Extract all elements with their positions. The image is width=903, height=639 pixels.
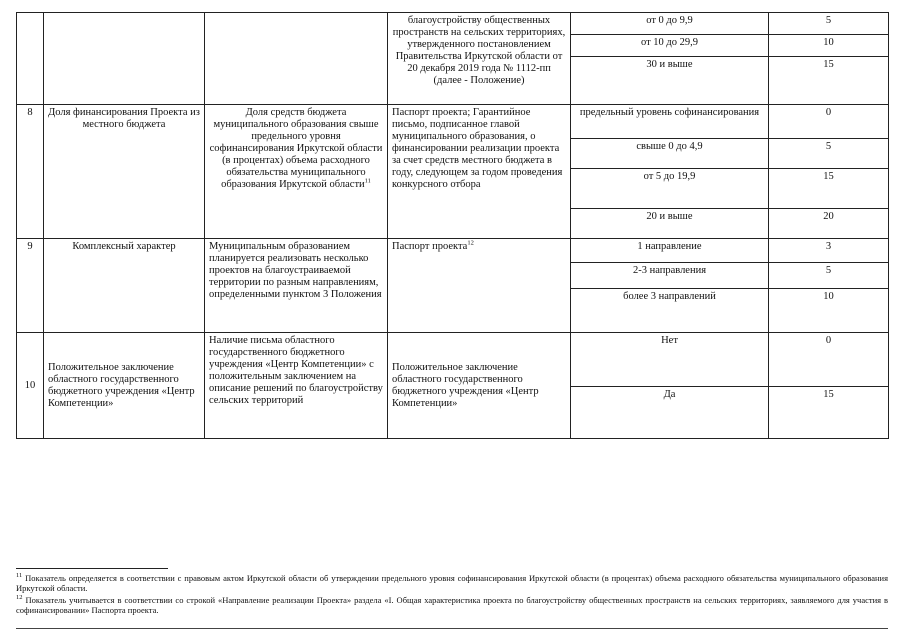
table-row <box>17 105 889 139</box>
description-cell <box>205 105 388 239</box>
condition-cell: 20 и выше <box>571 209 769 239</box>
condition-cell: свыше 0 до 4,9 <box>571 139 769 169</box>
condition-cell: от 10 до 29,9 <box>571 35 769 57</box>
table-row <box>17 239 889 263</box>
score-cell: 5 <box>769 263 889 289</box>
footnote-divider <box>16 568 168 569</box>
description-text: Доля средств бюджета муниципального образования свыше предельного уровня софинансирования Иркутской области (в процентах) объема расходного обязательства муниципального образования Иркутской области <box>209 107 383 190</box>
score-cell: 10 <box>769 35 889 57</box>
source-cell: Паспорт проекта; Гарантийное письмо, подписанное главой муниципального образования, о финансировании реализации проекта за счет средств местного бюджета в году, следующем за годом проведения конкурсного отбора <box>388 105 571 239</box>
row-number-cell <box>17 13 44 105</box>
condition-cell: 2-3 направления <box>571 263 769 289</box>
condition-cell: 1 направление <box>571 239 769 263</box>
row-number-cell: 8 <box>17 105 44 239</box>
score-cell: 20 <box>769 209 889 239</box>
table-row <box>17 333 889 387</box>
footnote <box>16 573 888 593</box>
condition-cell: от 0 до 9,9 <box>571 13 769 35</box>
criterion-cell <box>44 13 205 105</box>
footnote-ref: 11 <box>364 177 371 185</box>
footnote-text: Показатель определяется в соответствии с правовым актом Иркутской области об утверждении предельного уровня софинансирования Иркутской области (в процентах) объема расходного обязательства муниципального образования Иркутской области. <box>16 573 888 593</box>
description-cell: Муниципальным образованием планируется реализовать несколько проектов на благоустраиваемой территории по разным направлениям, определенными пунктом 3 Положения <box>205 239 388 333</box>
source-cell: благоустройству общественных пространств на сельских территориях, утвержденного постановлением Правительства Иркутской области от 20 декабря 2019 года № 1112-пп (далее - Положение) <box>388 13 571 105</box>
criterion-cell: Положительное заключение областного государственного бюджетного учреждения «Центр Компетенции» <box>44 333 205 439</box>
condition-cell: 30 и выше <box>571 57 769 105</box>
condition-cell: более 3 направлений <box>571 289 769 333</box>
criteria-table <box>16 12 889 439</box>
source-text: Паспорт проекта <box>392 241 468 252</box>
score-cell: 15 <box>769 387 889 439</box>
description-cell: Наличие письма областного государственного бюджетного учреждения «Центр Компетенции» с положительным заключением на описание решений по благоустройству сельских территорий <box>205 333 388 439</box>
footnote-mark: 11 <box>16 572 23 580</box>
score-cell: 0 <box>769 105 889 139</box>
footnote-ref: 12 <box>467 239 474 247</box>
footnotes <box>16 573 888 617</box>
footnote-mark: 12 <box>16 594 23 602</box>
table-row <box>17 13 889 35</box>
row-number-cell: 9 <box>17 239 44 333</box>
condition-cell: от 5 до 19,9 <box>571 169 769 209</box>
score-cell: 15 <box>769 57 889 105</box>
row-number-cell: 10 <box>17 333 44 439</box>
source-cell: Положительное заключение областного государственного бюджетного учреждения «Центр Компетенции» <box>388 333 571 439</box>
footnote <box>16 595 888 615</box>
page-bottom-rule <box>16 628 888 629</box>
source-cell <box>388 239 571 333</box>
description-cell <box>205 13 388 105</box>
footnote-text: Показатель учитывается в соответствии со строкой «Направление реализации Проекта» раздела «I. Общая характеристика проекта по благоустройству общественных пространств на сельских территориях, заявляемого для участия в софинансировании» Паспорта проекта. <box>16 595 888 615</box>
condition-cell: предельный уровень софинансирования <box>571 105 769 139</box>
criterion-cell: Доля финансирования Проекта из местного бюджета <box>44 105 205 239</box>
score-cell: 5 <box>769 139 889 169</box>
score-cell: 5 <box>769 13 889 35</box>
condition-cell: Да <box>571 387 769 439</box>
score-cell: 3 <box>769 239 889 263</box>
score-cell: 0 <box>769 333 889 387</box>
score-cell: 15 <box>769 169 889 209</box>
criterion-cell: Комплексный характер <box>44 239 205 333</box>
score-cell: 10 <box>769 289 889 333</box>
condition-cell: Нет <box>571 333 769 387</box>
